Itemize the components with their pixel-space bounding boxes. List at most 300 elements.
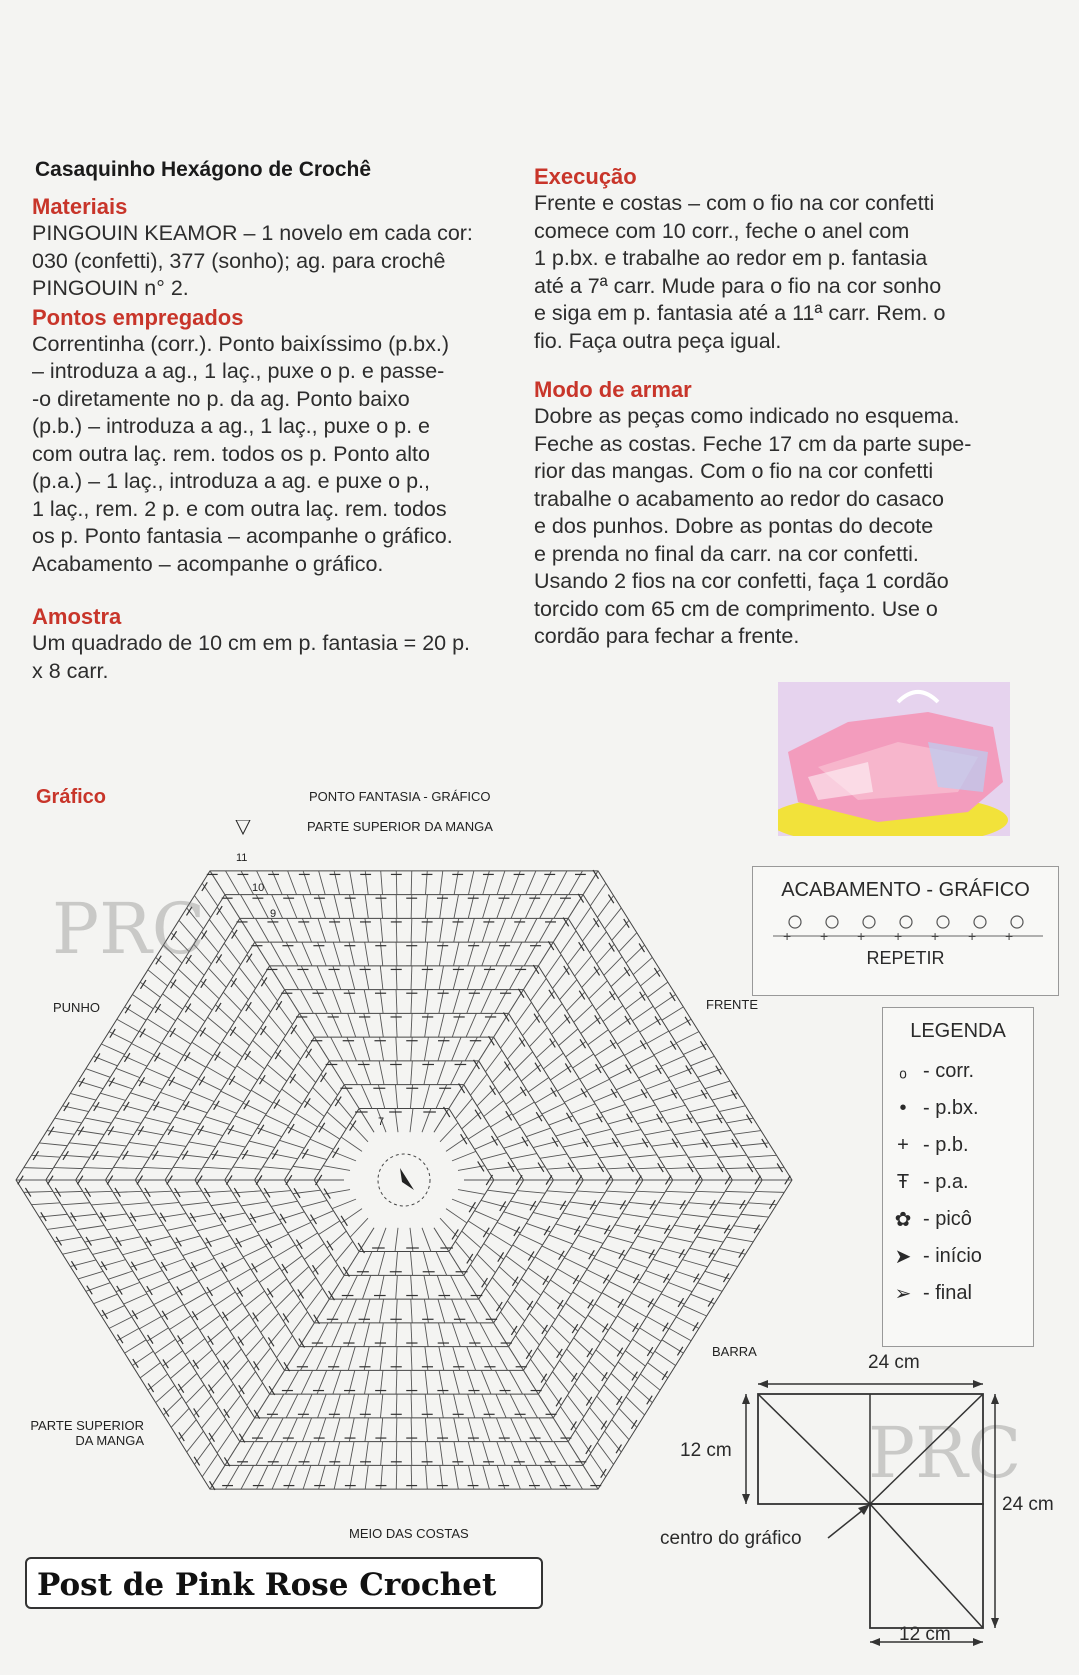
stitch-mark <box>619 933 637 952</box>
stitch-mark <box>697 1237 724 1242</box>
stitch-bar <box>624 967 629 976</box>
stitch-mark <box>222 1041 242 1056</box>
stitch-mark <box>455 1098 472 1118</box>
stitch-mark <box>251 1090 273 1103</box>
stitch-bar <box>602 1372 607 1381</box>
stitch-bar <box>109 1078 114 1087</box>
right-column <box>534 164 996 651</box>
stitch-mark <box>302 1418 311 1442</box>
stitch-mark <box>171 1408 189 1427</box>
stitch-mark <box>183 1247 208 1255</box>
stitch-mark <box>571 1104 595 1114</box>
stitch-mark <box>331 1037 343 1061</box>
stitch-mark <box>557 1078 579 1091</box>
stitch-bar <box>208 1385 213 1394</box>
legend-item <box>883 1127 1033 1164</box>
stitch-bar <box>678 1298 683 1307</box>
stitch-bar <box>161 1262 166 1271</box>
stitch-mark <box>439 966 443 990</box>
stitch-mark <box>411 1394 412 1418</box>
stitch-mark <box>755 1191 784 1192</box>
legend-label: - p.a. <box>923 1171 969 1193</box>
stitch-mark <box>317 966 327 990</box>
stitch-bar <box>557 1349 563 1358</box>
stitch-mark <box>290 1267 309 1284</box>
stitch-bar <box>700 1041 705 1050</box>
stitch-mark <box>219 1142 245 1147</box>
stitch-mark <box>566 1303 586 1318</box>
stitch-mark <box>163 994 183 1009</box>
stitch-mark <box>350 871 354 895</box>
stitch-mark <box>123 1248 149 1255</box>
stitch-mark <box>304 1244 324 1260</box>
stitch-mark <box>215 1338 234 1356</box>
text-line: com outra laç. rem. todos os p. Ponto alto <box>32 441 430 466</box>
stitch-mark <box>109 1317 132 1328</box>
stitch-bar <box>579 991 584 1000</box>
stitch-mark <box>524 1394 537 1418</box>
stitch-mark <box>467 1347 476 1371</box>
stitch-mark <box>156 1385 175 1402</box>
stitch-mark <box>590 932 607 953</box>
stitch-mark <box>547 1191 575 1193</box>
stitch-bar <box>633 1323 638 1332</box>
stitch-mark <box>159 1142 186 1146</box>
stitch-mark <box>712 1260 738 1267</box>
stitch-bar <box>572 1373 577 1382</box>
stitch-mark <box>631 1055 654 1066</box>
stitch-mark <box>611 1373 630 1391</box>
stitch-mark <box>440 918 444 942</box>
stitch-bar <box>216 954 221 963</box>
execucao-heading: Execução <box>534 164 637 189</box>
stitch-bar <box>163 1359 168 1368</box>
single-crochet-icon: + <box>968 928 977 944</box>
stitch-mark <box>511 1418 522 1442</box>
stitch-bar <box>679 1249 684 1258</box>
stitch-bar <box>133 1359 138 1368</box>
stitch-mark <box>589 981 607 999</box>
stitch-mark <box>535 1257 557 1270</box>
stitch-mark <box>410 1108 413 1132</box>
row-number-11: 11 <box>236 852 248 864</box>
picot-icon <box>937 916 949 928</box>
stitch-mark <box>327 1112 346 1129</box>
stitch-mark <box>648 982 668 997</box>
stitch-mark <box>321 1265 338 1286</box>
text-line: rior das mangas. Com o fio na cor confetti <box>534 459 934 483</box>
stitch-mark <box>240 895 254 919</box>
stitch-mark <box>303 895 311 919</box>
text-line: Usando 2 fios na cor confetti, faça 1 cordão <box>534 569 949 593</box>
stitch-bar <box>170 1028 175 1037</box>
stitch-bar <box>617 1348 622 1357</box>
stitch-mark <box>573 1054 594 1068</box>
stitch-bar <box>625 1016 630 1025</box>
stitch-mark <box>411 918 412 942</box>
stitch-mark <box>425 990 428 1014</box>
text-line: (p.a.) – 1 laç., introduza a ag. e puxe o p., <box>32 469 430 493</box>
stitch-mark <box>235 1116 259 1125</box>
stitch-mark <box>139 1316 161 1328</box>
stitch-mark <box>148 970 168 986</box>
stitch-mark <box>676 1032 699 1043</box>
stitch-bar <box>631 1420 636 1429</box>
stitch-mark <box>192 1042 213 1056</box>
stitch-mark <box>661 1056 684 1066</box>
stitch-mark <box>623 1259 647 1268</box>
single-crochet-icon: + <box>931 928 940 944</box>
stitch-bar <box>148 1383 153 1392</box>
stitch-mark <box>259 1268 280 1283</box>
stitch-mark <box>396 895 397 919</box>
stitch-mark <box>454 942 459 966</box>
stitch-mark <box>332 990 341 1014</box>
stitch-mark <box>652 1214 679 1218</box>
picot-icon: ✿ <box>894 1209 912 1231</box>
stitch-mark <box>121 1203 149 1206</box>
stitch-mark <box>115 1118 141 1124</box>
stitch-mark <box>453 1370 459 1394</box>
stitch-mark <box>424 1275 429 1299</box>
stitch-mark <box>255 918 268 942</box>
stitch-mark <box>287 1442 297 1466</box>
stitch-mark <box>153 1248 178 1256</box>
legend-title: LEGENDA <box>910 1020 1006 1042</box>
stitch-bar <box>185 1052 190 1061</box>
stitch-bar <box>617 1396 622 1405</box>
stitch-mark <box>553 1372 569 1393</box>
stitch-mark <box>569 1465 583 1489</box>
stitch-bar <box>125 1005 130 1014</box>
text-line: e dos punhos. Dobre as pontas do decote <box>534 514 934 538</box>
stitch-mark <box>286 1394 298 1418</box>
stitch-bar <box>657 1114 662 1123</box>
single-crochet-icon: + <box>783 928 792 944</box>
stitch-mark <box>257 1223 281 1232</box>
stitch-mark <box>468 1442 474 1466</box>
stitch-mark <box>237 1066 258 1080</box>
scheme-width-bottom: 12 cm <box>899 1624 951 1645</box>
stitch-mark <box>604 957 622 976</box>
grafico-heading: Gráfico <box>36 786 107 808</box>
stitch-bar <box>663 1274 668 1283</box>
stitch-mark <box>379 1061 384 1085</box>
stitch-mark <box>578 1236 603 1244</box>
stitch-mark <box>514 1052 532 1070</box>
stitch-mark <box>540 895 552 919</box>
stitch-mark <box>695 1191 724 1192</box>
stitch-mark <box>517 1191 545 1194</box>
stitch-mark <box>552 1326 570 1344</box>
stitch-mark <box>298 1063 316 1082</box>
stitch-mark <box>265 1115 288 1126</box>
stitch-mark <box>253 1040 272 1057</box>
text-line: x 8 carr. <box>32 658 109 683</box>
stitch-mark <box>617 1031 638 1045</box>
stitch-bar <box>647 1396 652 1405</box>
stitch-mark <box>504 1212 529 1220</box>
stitch-bar <box>193 1360 198 1369</box>
start-arrow-icon: ➤ <box>894 1246 912 1268</box>
stitch-mark <box>511 895 521 919</box>
stitch-mark <box>143 1167 172 1168</box>
stitch-mark <box>124 1294 147 1304</box>
stitch-mark <box>675 1081 700 1089</box>
stitch-mark <box>425 1418 427 1442</box>
stitch-bar <box>132 1310 137 1319</box>
scheme-height-right: 24 cm <box>1002 1494 1054 1515</box>
legend-item <box>883 1238 1033 1275</box>
stitch-mark <box>616 1080 640 1090</box>
text-line: (p.b.) – introduza a ag., 1 laç., puxe o p. e <box>32 414 430 438</box>
stitch-bar <box>223 1361 228 1370</box>
stitch-mark <box>525 1442 536 1466</box>
stitch-mark <box>603 1006 623 1022</box>
stitch-mark <box>346 1061 358 1085</box>
stitch-bar <box>633 1274 638 1283</box>
stitch-mark <box>597 1396 615 1416</box>
stitch-mark <box>396 1323 397 1347</box>
stitch-bar <box>731 1090 736 1099</box>
stitch-mark <box>576 1191 605 1193</box>
stitch-mark <box>667 1237 693 1243</box>
stitch-mark <box>217 1430 233 1453</box>
stitch-mark <box>602 1055 624 1068</box>
stitch-bar <box>586 1397 591 1406</box>
stitch-bar <box>572 1324 578 1333</box>
label-punho: PUNHO <box>53 1000 100 1015</box>
stitch-mark <box>77 1225 104 1229</box>
stitch-mark <box>160 1092 184 1101</box>
assembly-scheme <box>740 1370 1070 1660</box>
stitch-mark <box>54 1168 83 1169</box>
stitch-bar <box>587 1348 592 1357</box>
stitch-mark <box>725 1191 754 1192</box>
stitch-mark <box>501 1026 517 1048</box>
stitch-mark <box>269 1015 286 1036</box>
stitch-mark <box>378 1252 384 1276</box>
stitch-bar <box>177 1287 182 1296</box>
stitch-mark <box>466 1013 476 1037</box>
stitch-mark <box>206 1067 228 1080</box>
stitch-bar <box>238 1337 244 1346</box>
stitch-bar <box>246 1002 252 1011</box>
stitch-mark <box>85 1118 112 1123</box>
stitch-bar <box>140 1029 145 1038</box>
stitch-mark <box>300 990 313 1014</box>
stitch-mark <box>70 1093 96 1100</box>
stitch-mark <box>626 1397 644 1415</box>
stitch-mark <box>595 1304 616 1318</box>
stitch-mark <box>422 1228 431 1252</box>
stitch-bar <box>609 991 614 1000</box>
stitch-mark <box>683 1306 706 1316</box>
stitch-mark <box>454 1465 458 1489</box>
text-line: 030 (confetti), 377 (sonho); ag. para crochê <box>32 248 446 273</box>
stitch-mark <box>202 1407 219 1428</box>
stitch-mark <box>454 895 459 919</box>
stitch-mark <box>270 942 283 966</box>
stitch-mark <box>332 1323 342 1347</box>
stitch-mark <box>511 1465 520 1489</box>
text-line: PINGOUIN n° 2. <box>32 276 189 300</box>
stitch-mark <box>395 1228 398 1252</box>
stitch-mark <box>291 1312 307 1334</box>
stitch-bar <box>110 1029 115 1038</box>
text-line: PARTE SUPERIOR <box>30 1418 144 1433</box>
stitch-mark <box>333 942 340 966</box>
stitch-mark <box>146 1068 169 1078</box>
text-line: Correntinha (corr.). Ponto baixíssimo (p.bx.) <box>32 331 450 356</box>
stitch-mark <box>748 1155 777 1157</box>
stitch-bar <box>603 1275 609 1284</box>
stitch-mark <box>424 1037 428 1061</box>
stitch-mark <box>361 1085 372 1109</box>
stitch-mark <box>154 1293 177 1304</box>
stitch-mark <box>318 1442 325 1466</box>
chart-caption: PONTO FANTASIA - GRÁFICO <box>309 789 491 804</box>
stitch-mark <box>230 1314 249 1331</box>
stitch-mark <box>465 1299 477 1323</box>
stitch-mark <box>209 968 227 987</box>
stitch-mark <box>363 1037 370 1061</box>
stitch-mark <box>574 1005 593 1023</box>
stitch-mark <box>640 1374 660 1390</box>
stitch-mark <box>189 1142 216 1147</box>
stitch-bar <box>648 1299 653 1308</box>
stitch-mark <box>483 895 490 919</box>
scheme-width-top: 24 cm <box>868 1352 920 1373</box>
stitch-mark <box>618 981 637 998</box>
stitch-mark <box>597 1443 613 1465</box>
stitch-mark <box>396 1465 397 1489</box>
stitch-mark <box>94 1294 118 1304</box>
picot-icon <box>826 916 838 928</box>
stitch-mark <box>184 1293 206 1306</box>
stitch-bar <box>640 992 645 1001</box>
stitch-mark <box>249 1141 275 1147</box>
stitch-mark <box>410 1252 412 1276</box>
stitch-bar <box>624 919 629 928</box>
stitch-mark <box>481 1370 491 1394</box>
legend-label: - final <box>923 1282 972 1304</box>
watermark: PRC <box>52 888 206 970</box>
stitch-mark <box>468 871 473 895</box>
stitch-mark <box>247 1383 263 1406</box>
chain-icon: ₒ <box>899 1060 907 1082</box>
stitch-mark <box>267 1065 286 1081</box>
stitch-mark <box>224 943 240 964</box>
stitch-mark <box>201 1361 219 1379</box>
stitch-mark <box>545 1004 563 1024</box>
stitch-mark <box>63 1248 89 1254</box>
single-crochet-icon: + <box>857 928 866 944</box>
stitch-mark <box>674 1130 701 1135</box>
text-line: Dobre as peças como indicado no esquema. <box>534 404 960 428</box>
stitch-mark <box>261 1313 279 1332</box>
stitch-bar <box>117 1335 122 1344</box>
stitch-mark <box>243 1246 266 1257</box>
stitch-mark <box>590 883 606 906</box>
stitch-mark <box>349 1394 354 1418</box>
stitch-bar <box>146 1237 151 1246</box>
stitch-mark <box>293 1166 321 1169</box>
stitch-mark <box>380 1299 384 1323</box>
stitch-mark <box>554 1442 568 1466</box>
stitch-mark <box>316 1013 329 1037</box>
stitch-mark <box>659 1155 687 1158</box>
stitch-mark <box>213 1247 237 1257</box>
stitch-mark <box>451 1275 463 1299</box>
stitch-mark <box>176 1067 199 1078</box>
legend-label: - picô <box>923 1208 972 1230</box>
legend-box <box>882 1007 1034 1347</box>
stitch-mark <box>193 993 212 1010</box>
stitch-mark <box>682 1260 707 1267</box>
stitch-mark <box>396 1037 397 1061</box>
stitch-bar <box>609 943 614 952</box>
stitch-mark <box>86 1069 110 1078</box>
text-line: fio. Faça outra peça igual. <box>534 328 782 353</box>
stitch-mark <box>130 1093 155 1101</box>
stitch-mark <box>556 1129 581 1136</box>
stitch-mark <box>381 918 383 942</box>
stitch-mark <box>741 1214 769 1217</box>
stitch-mark <box>69 1143 97 1146</box>
stitch-mark <box>396 1370 397 1394</box>
stitch-mark <box>615 1130 641 1136</box>
stitch-bar <box>230 1027 236 1036</box>
stitch-mark <box>497 1127 520 1138</box>
stitch-mark <box>440 1123 458 1142</box>
stitch-mark <box>303 1465 311 1489</box>
stitch-bar <box>117 1286 122 1295</box>
stitch-mark <box>495 1347 508 1371</box>
stitch-mark <box>349 918 354 942</box>
stitch-mark <box>509 1370 522 1394</box>
stitch-mark <box>208 1017 228 1033</box>
stitch-bar <box>596 1064 602 1073</box>
stitch-bar <box>685 1017 690 1026</box>
stitch-mark <box>316 1347 327 1371</box>
stitch-mark <box>560 931 576 954</box>
stitch-mark <box>285 966 298 990</box>
stitch-mark <box>310 1139 333 1149</box>
text-line: Feche as costas. Feche 17 cm da parte supe- <box>534 431 972 456</box>
stitch-mark <box>440 1442 443 1466</box>
text-line: Acabamento – acompanhe o gráfico. <box>32 551 384 576</box>
stitch-mark <box>507 1301 524 1321</box>
stitch-mark <box>569 1154 597 1158</box>
stitch-mark <box>630 1105 655 1113</box>
stitch-mark <box>319 1221 340 1235</box>
stitch-mark <box>526 871 536 895</box>
stitch-mark <box>718 1155 747 1157</box>
stitch-mark <box>162 1043 184 1055</box>
stitch-mark <box>411 1347 412 1371</box>
legend-item <box>883 1201 1033 1238</box>
stitch-mark <box>178 969 197 987</box>
stitch-mark <box>681 1214 709 1217</box>
stitch-mark <box>440 871 443 895</box>
stitch-bar <box>192 1311 197 1320</box>
watermark: PRC <box>868 1412 1022 1494</box>
stitch-bar <box>169 1077 174 1086</box>
stitch-mark <box>549 1235 573 1244</box>
stitch-mark <box>425 895 427 919</box>
stitch-mark <box>587 1079 610 1090</box>
